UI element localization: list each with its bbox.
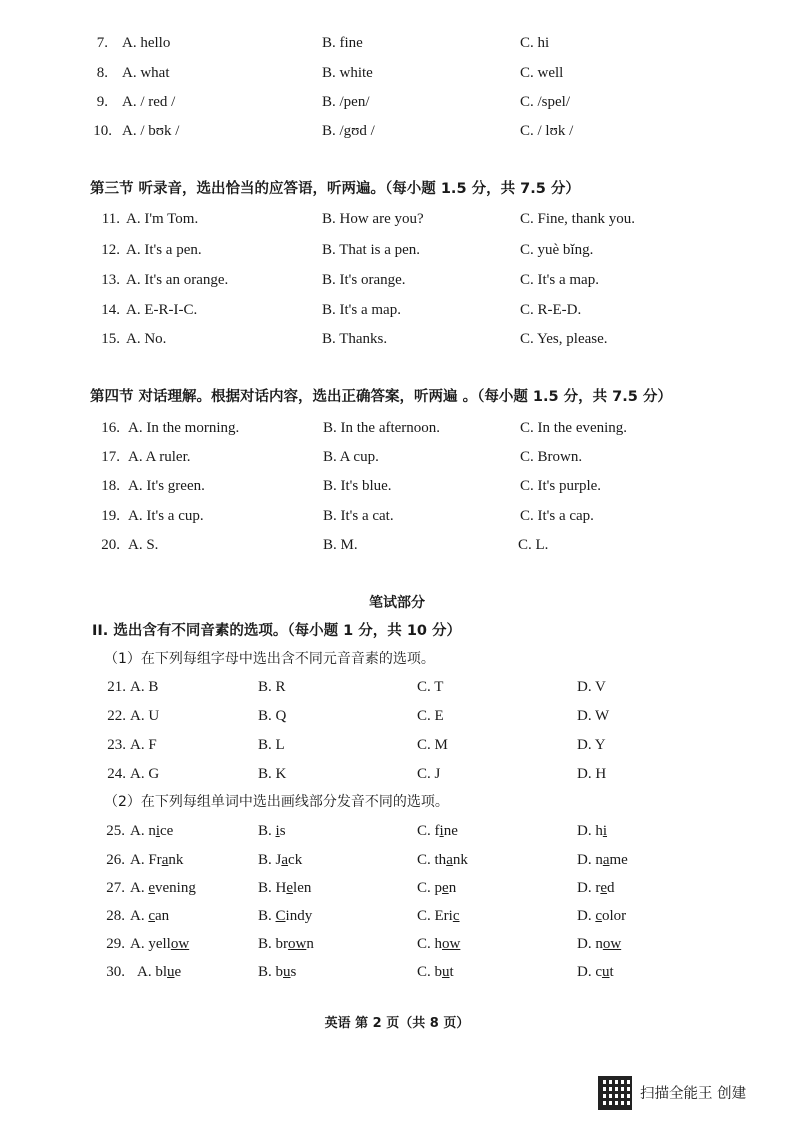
option-b: B. Q — [258, 708, 287, 724]
option-b: B. is — [258, 823, 286, 839]
question-number: 17. — [101, 449, 120, 465]
question-row — [0, 475, 794, 497]
option-c: C. hi — [520, 35, 550, 51]
section-3-heading: 第三节 听录音，选出恰当的应答语，听两遍。（每小题 1.5 分，共 7.5 分） — [90, 181, 580, 197]
question-row — [0, 328, 794, 350]
question-row — [0, 120, 794, 142]
option-b: B. M. — [323, 537, 358, 553]
option-c: C. yuè bǐng. — [520, 242, 594, 258]
question-row — [0, 763, 794, 785]
option-d: D. color — [577, 908, 627, 924]
question-number: 25. — [106, 823, 125, 839]
question-number: 27. — [106, 880, 125, 896]
option-b: B. It's a cat. — [323, 508, 394, 524]
question-row — [0, 877, 794, 899]
option-b: B. It's orange. — [322, 272, 406, 288]
question-number: 22. — [107, 708, 126, 724]
option-b: B. /gʊd / — [322, 123, 375, 139]
question-row — [0, 208, 794, 230]
option-b: B. It's a map. — [322, 302, 401, 318]
question-number: 11. — [101, 211, 120, 227]
question-row — [0, 905, 794, 927]
option-a: A. I'm Tom. — [126, 211, 199, 227]
option-d: D. W — [577, 708, 610, 724]
option-a: A. F — [130, 737, 157, 753]
question-row — [0, 820, 794, 842]
question-number: 7. — [96, 35, 108, 51]
option-a: A. blue — [137, 964, 182, 980]
option-a: A. hello — [122, 35, 171, 51]
option-a: A. It's an orange. — [126, 272, 229, 288]
question-number: 24. — [107, 766, 126, 782]
sub-instruction-1: （1）在下列每组字母中选出含不同元音音素的选项。 — [104, 651, 435, 667]
option-c: C. T — [417, 679, 444, 695]
option-a: A. Frank — [130, 852, 184, 868]
question-row — [0, 91, 794, 113]
option-d: D. V — [577, 679, 606, 695]
option-a: A. It's a pen. — [126, 242, 202, 258]
option-d: D. now — [577, 936, 622, 952]
option-a: A. B — [130, 679, 159, 695]
option-b: B. In the afternoon. — [323, 420, 441, 436]
option-c: C. / lʊk / — [520, 123, 574, 139]
option-c: C. L. — [518, 537, 549, 553]
option-c: C. Brown. — [520, 449, 583, 465]
question-number: 10. — [93, 123, 112, 139]
question-row — [0, 734, 794, 756]
option-c: C. In the evening. — [520, 420, 628, 436]
section-4-heading: 第四节 对话理解。根据对话内容，选出正确答案，听两遍 。（每小题 1.5 分，共 7.5 分） — [90, 389, 672, 405]
option-b: B. brown — [258, 936, 314, 952]
option-c: C. Eric — [417, 908, 460, 924]
option-d: D. Y — [577, 737, 606, 753]
option-c: C. but — [417, 964, 454, 980]
option-c: C. Yes, please. — [520, 331, 608, 347]
question-number: 14. — [101, 302, 120, 318]
question-number: 21. — [107, 679, 126, 695]
question-row — [0, 534, 794, 556]
question-number: 13. — [101, 272, 120, 288]
option-b: B. L — [258, 737, 285, 753]
option-b: B. fine — [322, 35, 363, 51]
option-a: A. U — [130, 708, 160, 724]
question-number: 19. — [101, 508, 120, 524]
option-a: A. what — [122, 65, 170, 81]
written-part-title: 笔试部分 — [369, 595, 425, 611]
option-c: C. It's purple. — [520, 478, 602, 494]
question-number: 28. — [106, 908, 125, 924]
option-c: C. M — [417, 737, 448, 753]
option-d: D. hi — [577, 823, 608, 839]
option-b: B. Jack — [258, 852, 303, 868]
question-number: 12. — [101, 242, 120, 258]
option-a: A. No. — [126, 331, 167, 347]
option-a: A. evening — [130, 880, 196, 896]
option-b: B. Helen — [258, 880, 312, 896]
scanner-watermark: 扫描全能王 创建 — [640, 1086, 747, 1102]
option-a: A. S. — [128, 537, 159, 553]
option-a: A. / red / — [122, 94, 176, 110]
option-c: C. thank — [417, 852, 468, 868]
option-a: A. It's a cup. — [128, 508, 204, 524]
question-number: 30. — [106, 964, 125, 980]
option-a: A. In the morning. — [128, 420, 240, 436]
option-b: B. How are you? — [322, 211, 424, 227]
page-footer: 英语 第 2 页（共 8 页） — [324, 1016, 470, 1031]
question-row — [0, 505, 794, 527]
option-c: C. well — [520, 65, 564, 81]
question-row — [0, 961, 794, 983]
option-b: B. /pen/ — [322, 94, 370, 110]
option-c: C. Fine, thank you. — [520, 211, 635, 227]
question-number: 16. — [101, 420, 120, 436]
option-b: B. Cindy — [258, 908, 313, 924]
question-number: 18. — [101, 478, 120, 494]
question-row — [0, 446, 794, 468]
option-d: D. cut — [577, 964, 614, 980]
option-c: C. It's a cap. — [520, 508, 594, 524]
option-a: A. nice — [130, 823, 174, 839]
option-b: B. That is a pen. — [322, 242, 421, 258]
option-c: C. fine — [417, 823, 458, 839]
question-row — [0, 676, 794, 698]
question-number: 8. — [96, 65, 108, 81]
option-c: C. E — [417, 708, 444, 724]
question-number: 29. — [106, 936, 125, 952]
option-a: A. yellow — [130, 936, 190, 952]
question-row — [0, 705, 794, 727]
part-2-heading: II. 选出含有不同音素的选项。（每小题 1 分，共 10 分） — [92, 623, 462, 639]
option-a: A. G — [130, 766, 160, 782]
option-c: C. /spel/ — [520, 94, 571, 110]
option-d: D. H — [577, 766, 607, 782]
option-b: B. It's blue. — [323, 478, 392, 494]
option-b: B. R — [258, 679, 286, 695]
sub-instruction-2: （2）在下列每组单词中选出画线部分发音不同的选项。 — [104, 794, 449, 810]
option-c: C. pen — [417, 880, 457, 896]
option-b: B. K — [258, 766, 287, 782]
option-b: B. Thanks. — [322, 331, 388, 347]
question-row — [0, 239, 794, 261]
option-b: B. A cup. — [323, 449, 379, 465]
option-d: D. red — [577, 880, 615, 896]
question-number: 23. — [107, 737, 126, 753]
question-row — [0, 849, 794, 871]
option-b: B. white — [322, 65, 373, 81]
qr-code-icon — [598, 1076, 632, 1110]
option-b: B. bus — [258, 964, 297, 980]
question-row — [0, 933, 794, 955]
question-number: 15. — [101, 331, 120, 347]
question-row — [0, 62, 794, 84]
question-number: 26. — [106, 852, 125, 868]
question-row — [0, 32, 794, 54]
question-row — [0, 299, 794, 321]
option-a: A. / bʊk / — [122, 123, 180, 139]
option-a: A. E-R-I-C. — [126, 302, 198, 318]
option-c: C. how — [417, 936, 461, 952]
question-number: 9. — [96, 94, 108, 110]
option-c: C. R-E-D. — [520, 302, 582, 318]
question-row — [0, 269, 794, 291]
option-d: D. name — [577, 852, 628, 868]
option-a: A. A ruler. — [128, 449, 191, 465]
option-c: C. J — [417, 766, 441, 782]
question-number: 20. — [101, 537, 120, 553]
option-a: A. It's green. — [128, 478, 205, 494]
option-a: A. can — [130, 908, 170, 924]
question-row — [0, 417, 794, 439]
option-c: C. It's a map. — [520, 272, 599, 288]
